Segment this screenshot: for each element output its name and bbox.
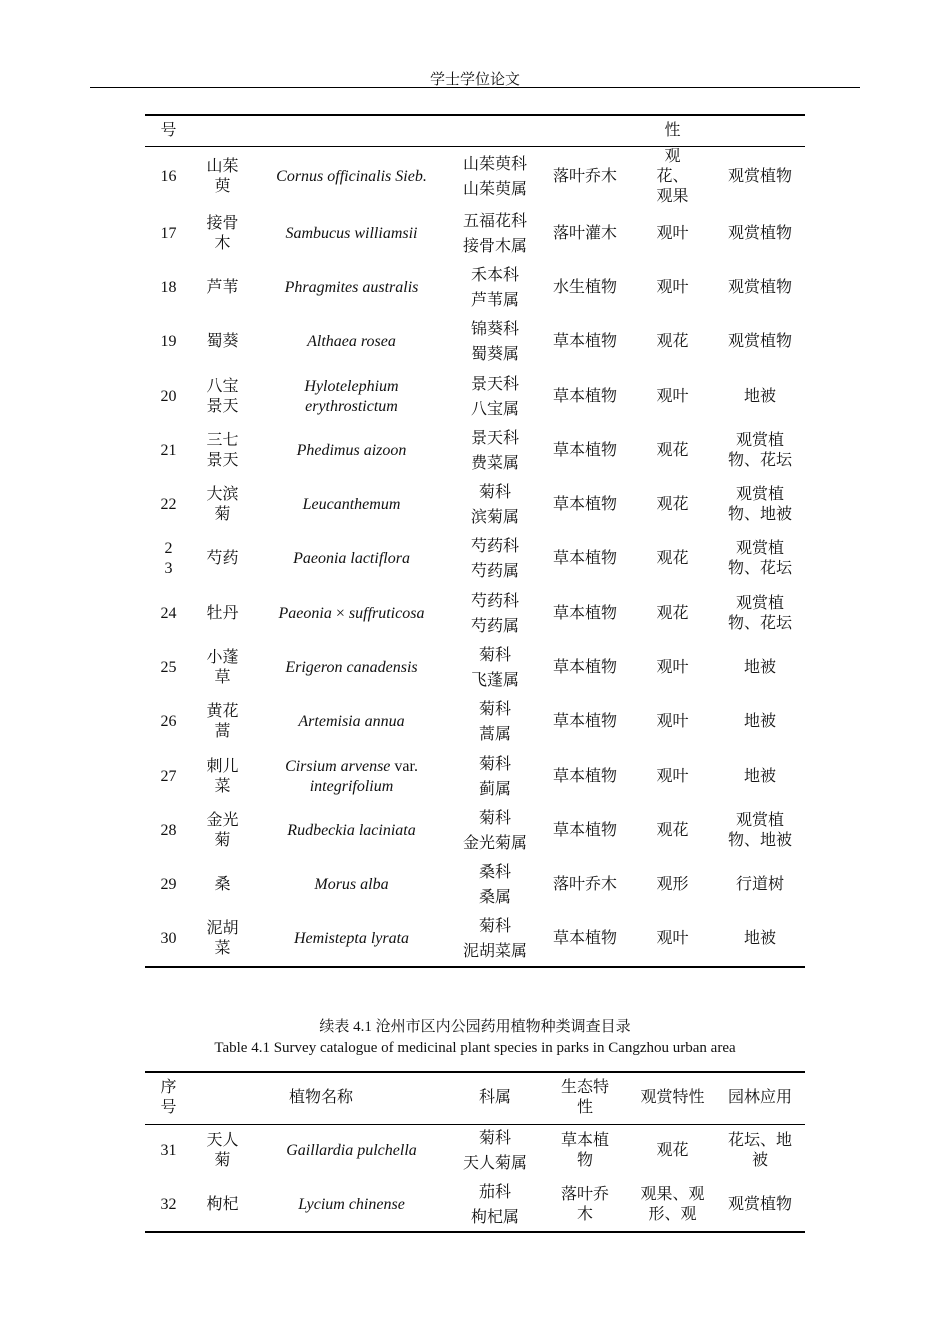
cell-number [145, 695, 192, 749]
ornamental: 观形 [656, 876, 689, 894]
header-latin [253, 115, 450, 146]
ornamental: 观花、观果 [656, 147, 689, 205]
cell-number [145, 532, 192, 586]
cell-number [145, 478, 192, 532]
family: 山茱萸科 [462, 155, 527, 173]
ecology: 草本植物 [552, 767, 617, 785]
cell-garden-use [715, 858, 805, 912]
ornamental: 观花 [656, 496, 689, 514]
latin-name-part: Cirsium arvense [285, 757, 391, 775]
header-no-text: 序号 [160, 1079, 177, 1117]
ornamental: 观叶 [656, 387, 689, 405]
chinese-name: 刺儿菜 [206, 757, 239, 795]
cell-ecology [540, 1124, 630, 1178]
cell-family-genus [450, 532, 540, 586]
cell-ornamental [630, 749, 715, 803]
page-header-title: 学士学位论文 [429, 72, 520, 88]
cell-latin-name [253, 858, 450, 912]
ornamental: 观叶 [656, 278, 689, 296]
garden-use: 地被 [743, 387, 776, 405]
ecology: 草本植物 [552, 659, 617, 677]
cell-ecology [540, 749, 630, 803]
table-row [145, 695, 805, 749]
ornamental: 观叶 [656, 767, 689, 785]
cell-chinese-name [192, 641, 253, 695]
chinese-name: 牡丹 [206, 604, 239, 622]
ecology: 草本植物 [552, 387, 617, 405]
ecology: 水生植物 [552, 278, 617, 296]
ornamental: 观花 [656, 1142, 689, 1160]
cell-chinese-name [192, 532, 253, 586]
ecology: 草本植物 [552, 496, 617, 514]
genus: 接骨木属 [462, 237, 527, 255]
latin-name-part: Rudbeckia laciniata [287, 821, 416, 839]
garden-use: 观赏植物 [727, 278, 792, 296]
number-text: 17 [160, 224, 177, 242]
cell-chinese-name [192, 424, 253, 478]
genus: 蜀葵属 [470, 346, 519, 364]
cell-ornamental [630, 641, 715, 695]
cell-garden-use [715, 207, 805, 261]
ecology: 草本植物 [552, 550, 617, 568]
cell-garden-use [715, 749, 805, 803]
number-text: 27 [160, 767, 177, 785]
garden-use: 观赏植物、花坛 [727, 594, 792, 632]
header-no [145, 1072, 192, 1124]
cell-family-genus [450, 641, 540, 695]
number-text: 24 [160, 604, 177, 622]
cell-ornamental [630, 1178, 715, 1232]
cell-ornamental [630, 804, 715, 858]
chinese-name: 枸杞 [206, 1195, 239, 1213]
cell-ornamental [630, 478, 715, 532]
cell-ornamental [630, 587, 715, 641]
cell-number [145, 207, 192, 261]
cell-ornamental [630, 532, 715, 586]
latin-name-part: suffruticosa [348, 604, 425, 622]
header-orn: 观赏特性 [640, 1089, 705, 1107]
cell-latin-name [253, 369, 450, 423]
garden-use: 地被 [743, 767, 776, 785]
genus: 蒿属 [478, 726, 511, 744]
cell-chinese-name [192, 369, 253, 423]
genus: 枸杞属 [471, 1208, 520, 1226]
latin-name-part: Artemisia annua [298, 713, 405, 731]
header-eco-text: 生态特性 [561, 1079, 610, 1117]
cell-chinese-name [192, 912, 253, 966]
cell-latin-name [253, 315, 450, 369]
table-row [145, 478, 805, 532]
cell-ecology [540, 369, 630, 423]
number-text: 31 [160, 1142, 177, 1160]
genus: 天人菊属 [463, 1155, 528, 1173]
cell-latin-name [253, 1178, 450, 1232]
chinese-name: 泥胡菜 [206, 920, 239, 957]
cell-ecology [540, 1178, 630, 1232]
cell-garden-use [715, 146, 805, 207]
cell-garden-use [715, 804, 805, 858]
cell-latin-name [253, 1124, 450, 1178]
genus: 泥胡菜属 [462, 943, 527, 960]
ecology: 草本植物 [552, 930, 617, 947]
cell-family-genus [450, 207, 540, 261]
garden-use: 观赏植物、地被 [727, 811, 792, 849]
ornamental: 观花 [656, 441, 689, 459]
cell-ecology [540, 207, 630, 261]
cell-latin-name [253, 478, 450, 532]
cell-latin-name [253, 587, 450, 641]
table-header-row [145, 115, 805, 146]
ecology: 草本植物 [552, 441, 617, 459]
garden-use: 观赏植物 [727, 333, 792, 351]
family: 茄科 [479, 1183, 512, 1201]
family: 桑科 [478, 864, 511, 882]
genus: 芦苇属 [470, 291, 519, 309]
ecology: 草本植物 [552, 713, 617, 731]
number-text: 19 [160, 333, 177, 351]
header-use: 园林应用 [728, 1089, 793, 1107]
cell-number [145, 749, 192, 803]
ornamental: 观花 [656, 333, 689, 351]
chinese-name: 小蓬草 [206, 649, 239, 687]
chinese-name: 蜀葵 [206, 333, 239, 351]
header-family: 科属 [479, 1089, 512, 1107]
chinese-name: 八宝景天 [206, 377, 239, 415]
cell-latin-name [253, 146, 450, 207]
ecology: 落叶乔木 [552, 167, 617, 185]
number-text: 16 [160, 167, 177, 185]
cell-family-genus [450, 261, 540, 315]
chinese-name: 接骨木 [206, 214, 239, 252]
cell-ecology [540, 912, 630, 966]
cell-latin-name [253, 804, 450, 858]
cell-latin-name [253, 749, 450, 803]
cell-family-genus [450, 424, 540, 478]
ornamental: 观花 [656, 604, 689, 622]
table-row [145, 912, 805, 966]
garden-use: 行道树 [735, 876, 784, 894]
cell-family-genus [450, 369, 540, 423]
cell-latin-name [253, 641, 450, 695]
family: 芍药科 [470, 538, 519, 556]
genus: 金光菊属 [462, 834, 527, 852]
cell-number [145, 369, 192, 423]
family: 菊科 [479, 1130, 512, 1148]
cell-ecology [540, 261, 630, 315]
latin-name-part: var. [390, 757, 418, 775]
cell-latin-name [253, 532, 450, 586]
ornamental: 观花 [656, 550, 689, 568]
cell-ornamental [630, 1124, 715, 1178]
cell-number [145, 858, 192, 912]
family: 菊科 [478, 809, 511, 827]
cell-chinese-name [192, 207, 253, 261]
cell-number [145, 804, 192, 858]
cell-garden-use [715, 641, 805, 695]
cell-number [145, 424, 192, 478]
table-row [145, 532, 805, 586]
number-text: 30 [160, 930, 177, 947]
number-text: 22 [160, 496, 177, 514]
latin-name-part: Paeonia lactiflora [293, 550, 410, 568]
cell-garden-use [715, 315, 805, 369]
family: 菊科 [478, 918, 511, 935]
cell-garden-use [715, 1124, 805, 1178]
cell-family-genus [450, 804, 540, 858]
cell-chinese-name [192, 478, 253, 532]
cell-garden-use [715, 587, 805, 641]
ornamental: 观叶 [656, 930, 689, 947]
garden-use: 观赏植物、花坛 [727, 540, 792, 578]
cell-garden-use [715, 424, 805, 478]
cell-ornamental [630, 315, 715, 369]
cell-ecology [540, 587, 630, 641]
chinese-name: 黄花蒿 [206, 703, 239, 741]
ecology: 草本植物 [552, 821, 617, 839]
cell-ornamental [630, 912, 715, 966]
ornamental: 观花 [656, 821, 689, 839]
family: 景天科 [470, 375, 519, 393]
garden-use: 观赏植物 [728, 1195, 793, 1213]
cell-ornamental [630, 207, 715, 261]
cell-latin-name [253, 424, 450, 478]
ornamental: 观果、观形、观 [640, 1185, 705, 1223]
cell-latin-name [253, 261, 450, 315]
ecology: 草本植物 [552, 333, 617, 351]
cell-family-genus [450, 146, 540, 207]
cell-chinese-name [192, 1124, 253, 1178]
garden-use: 花坛、地被 [728, 1132, 793, 1170]
cell-number [145, 1178, 192, 1232]
table-row [145, 315, 805, 369]
cell-ecology [540, 804, 630, 858]
cell-family-genus [450, 749, 540, 803]
cell-family-genus [450, 315, 540, 369]
cell-chinese-name [192, 315, 253, 369]
cell-ecology [540, 146, 630, 207]
chinese-name: 金光菊 [206, 811, 239, 849]
cell-family-genus [450, 912, 540, 966]
number-text: 32 [160, 1195, 177, 1213]
genus: 芍药属 [470, 617, 519, 635]
latin-name-part: integrifolium [309, 777, 394, 795]
family: 禾本科 [470, 266, 519, 284]
ecology: 落叶乔木 [552, 876, 617, 894]
cell-ecology [540, 641, 630, 695]
genus: 八宝属 [470, 400, 519, 418]
cell-chinese-name [192, 858, 253, 912]
cell-latin-name [253, 912, 450, 966]
chinese-name: 芍药 [206, 550, 239, 568]
number-text: 21 [160, 441, 177, 459]
cell-family-genus [450, 858, 540, 912]
number-text: 26 [160, 713, 177, 731]
family: 景天科 [470, 429, 519, 447]
cell-ecology [540, 424, 630, 478]
ornamental: 观叶 [656, 659, 689, 677]
header-plant-name: 植物名称 [289, 1089, 354, 1107]
table-row [145, 261, 805, 315]
cell-number [145, 146, 192, 207]
chinese-name: 芦苇 [206, 278, 239, 296]
cell-number [145, 315, 192, 369]
ecology: 落叶灌木 [552, 224, 617, 242]
cell-number [145, 641, 192, 695]
latin-name-part: Hylotelephium erythrostictum [304, 377, 399, 415]
table-row [145, 749, 805, 803]
cell-family-genus [450, 1124, 540, 1178]
cell-garden-use [715, 1178, 805, 1232]
cell-chinese-name [192, 695, 253, 749]
table-row [145, 207, 805, 261]
latin-name-part: Paeonia [278, 604, 332, 622]
header-orn: 性 [664, 121, 681, 139]
table-row [145, 804, 805, 858]
latin-name-part: Erigeron canadensis [285, 659, 418, 677]
table-row [145, 424, 805, 478]
number-text: 25 [160, 659, 177, 677]
latin-name-part: × [331, 604, 349, 622]
genus: 芍药属 [470, 563, 519, 581]
header-use [715, 115, 805, 146]
latin-name-part: Gaillardia pulchella [286, 1142, 417, 1160]
ecology: 落叶乔木 [561, 1185, 610, 1223]
cell-garden-use [715, 478, 805, 532]
cell-ecology [540, 478, 630, 532]
cell-chinese-name [192, 1178, 253, 1232]
chinese-name: 三七景天 [206, 431, 239, 469]
table-header-row [145, 1072, 805, 1124]
chinese-name: 大滨菊 [206, 486, 239, 524]
family: 锦葵科 [470, 321, 519, 339]
cell-family-genus [450, 587, 540, 641]
cell-number [145, 1124, 192, 1178]
garden-use: 观赏植物 [727, 224, 792, 242]
cell-garden-use [715, 695, 805, 749]
genus: 山茱萸属 [462, 180, 527, 198]
cell-number [145, 912, 192, 966]
ornamental: 观叶 [656, 224, 689, 242]
cell-family-genus [450, 1178, 540, 1232]
genus: 蓟属 [478, 780, 511, 798]
header-cn [192, 115, 253, 146]
cell-chinese-name [192, 146, 253, 207]
cell-chinese-name [192, 587, 253, 641]
garden-use: 地被 [743, 659, 776, 677]
header-no: 号 [160, 121, 177, 139]
cell-family-genus [450, 478, 540, 532]
garden-use: 地被 [743, 713, 776, 731]
table-row [145, 587, 805, 641]
garden-use: 地被 [743, 930, 776, 947]
header-eco [540, 115, 630, 146]
cell-chinese-name [192, 261, 253, 315]
number-text: 18 [160, 278, 177, 296]
table-row [145, 858, 805, 912]
cell-ornamental [630, 858, 715, 912]
latin-name-part: Lycium chinense [298, 1195, 405, 1213]
family: 菊科 [478, 755, 511, 773]
cell-ecology [540, 858, 630, 912]
family: 菊科 [478, 484, 511, 502]
cell-family-genus [450, 695, 540, 749]
latin-name-part: Althaea rosea [307, 333, 396, 351]
table-caption-cn: 续表 4.1 沧州市区内公园药用植物种类调查目录 [319, 1019, 631, 1035]
header-divider [90, 87, 860, 88]
genus: 飞蓬属 [470, 672, 519, 690]
number-text: 23 [164, 540, 173, 578]
garden-use: 观赏植物、地被 [727, 486, 792, 524]
cell-garden-use [715, 369, 805, 423]
cell-ecology [540, 695, 630, 749]
cell-ornamental [630, 146, 715, 207]
family: 五福花科 [462, 212, 527, 230]
ornamental: 观叶 [656, 713, 689, 731]
latin-name-part: Hemistepta lyrata [293, 930, 410, 947]
number-text: 29 [160, 876, 177, 894]
cell-chinese-name [192, 749, 253, 803]
garden-use: 观赏植物、花坛 [727, 431, 792, 469]
latin-name-part: Phragmites australis [284, 278, 419, 296]
header-eco [540, 1072, 630, 1124]
family: 芍药科 [470, 592, 519, 610]
cell-latin-name [253, 207, 450, 261]
cell-ornamental [630, 424, 715, 478]
cell-number [145, 261, 192, 315]
family: 菊科 [478, 647, 511, 665]
table-row [145, 641, 805, 695]
latin-name-part: Sambucus williamsii [285, 224, 418, 242]
latin-name-part: Cornus officinalis Sieb. [276, 167, 427, 185]
table-caption-en: Table 4.1 Survey catalogue of medicinal plant species in parks in Cangzhou urban area [214, 1040, 736, 1056]
cell-number [145, 587, 192, 641]
chinese-name: 天人菊 [206, 1132, 239, 1170]
header-family [450, 115, 540, 146]
cell-ornamental [630, 369, 715, 423]
latin-name-part: Morus alba [314, 876, 389, 894]
table-row [145, 1124, 805, 1178]
family: 菊科 [478, 701, 511, 719]
latin-name-part: Leucanthemum [302, 496, 401, 514]
cell-garden-use [715, 261, 805, 315]
chinese-name: 桑 [214, 876, 231, 894]
cell-chinese-name [192, 804, 253, 858]
chinese-name: 山茱萸 [206, 157, 239, 195]
cell-garden-use [715, 532, 805, 586]
table-row [145, 1178, 805, 1232]
number-text: 20 [160, 387, 177, 405]
cell-ornamental [630, 261, 715, 315]
garden-use: 观赏植物 [727, 167, 792, 185]
ecology: 草本植物 [561, 1132, 610, 1170]
table-row [145, 146, 805, 207]
cell-garden-use [715, 912, 805, 966]
genus: 滨菊属 [470, 509, 519, 527]
table-row [145, 369, 805, 423]
cell-ornamental [630, 695, 715, 749]
cell-ecology [540, 315, 630, 369]
cell-ecology [540, 532, 630, 586]
plant-table-continued [145, 114, 805, 968]
genus: 费菜属 [470, 454, 519, 472]
genus: 桑属 [478, 889, 511, 907]
ecology: 草本植物 [552, 604, 617, 622]
cell-latin-name [253, 695, 450, 749]
plant-table [145, 1071, 805, 1233]
number-text: 28 [160, 821, 177, 839]
latin-name-part: Phedimus aizoon [296, 441, 407, 459]
